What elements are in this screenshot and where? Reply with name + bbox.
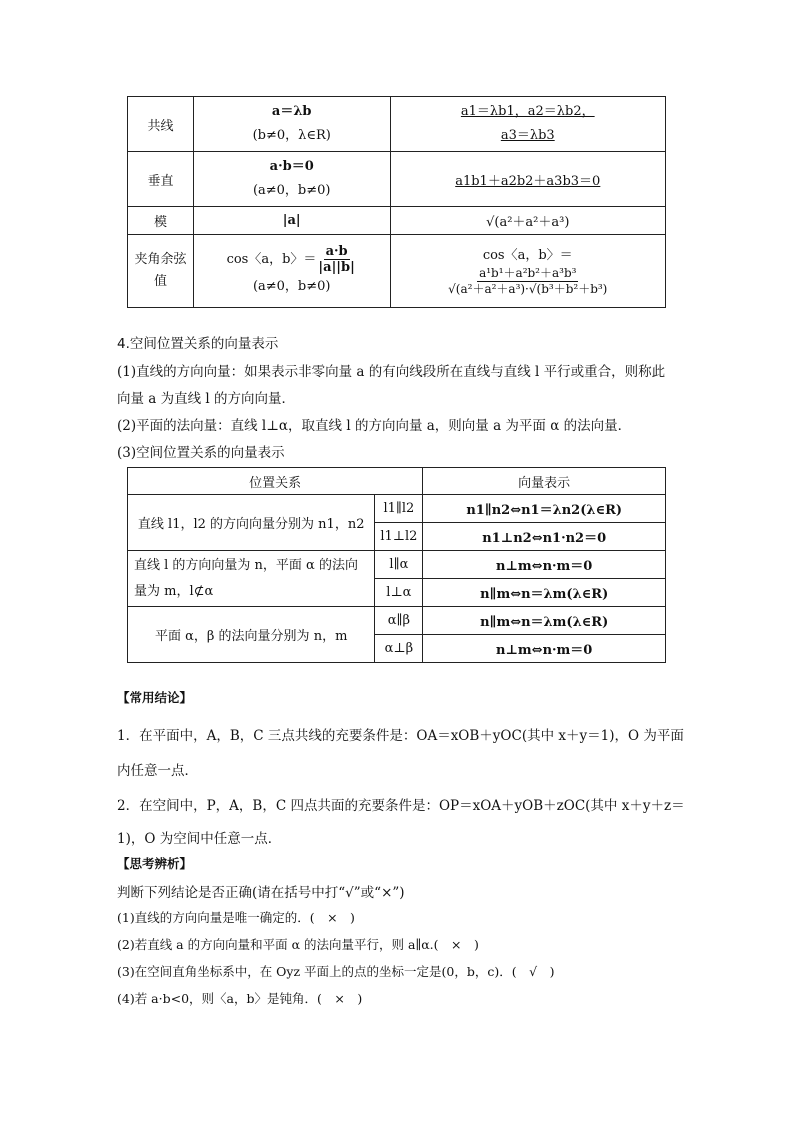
relation-symbol: l⊥α (375, 579, 423, 607)
paragraph: 1)，O 为空间中任意一点． (117, 831, 282, 847)
paragraph: (1)直线的方向向量：如果表示非零向量 a 的有向线段所在直线与直线 l 平行或重合，则称此 (117, 364, 666, 380)
denominator: √(a²＋a²＋a³)·√(b³＋b²＋b³) (448, 281, 608, 296)
coord-formula: a1b1＋a2b2＋a3b3＝0 (455, 173, 601, 189)
paragraph: 内任意一点． (117, 763, 198, 779)
paragraph: 1．在平面中，A，B，C 三点共线的充要条件是：OA＝xOB＋yOC(其中 x＋y＝1)，O 为平面 (117, 728, 684, 744)
table-row (128, 551, 666, 579)
table-row (128, 152, 666, 207)
vector-expr: n1∥n2⇔n1＝λn2(λ∈R) (423, 495, 666, 523)
formula-cell (193, 97, 390, 152)
question-item: (3)在空间直角坐标系中，在 Oyz 平面上的点的坐标一定是(0，b，c)．( √ ) (117, 964, 555, 979)
column-header: 位置关系 (128, 468, 423, 495)
formula-text: a·b＝0 (269, 159, 314, 174)
coord-cell (390, 97, 665, 152)
formula-cell: |a| (193, 207, 390, 235)
formula-table (127, 96, 666, 308)
relation-symbol: l1⊥l2 (375, 523, 423, 551)
formula-prefix: cos〈a，b〉＝ (482, 247, 573, 263)
relation-desc (128, 551, 375, 607)
section-title: 4.空间位置关系的向量表示 (117, 336, 279, 352)
paragraph: 2．在空间中，P，A，B，C 四点共面的充要条件是：OP＝xOA＋yOB＋zOC(其中 x＋y＋z＝ (117, 798, 685, 814)
vector-expr: n∥m⇔n＝λm(λ∈R) (423, 579, 666, 607)
table-row (128, 235, 666, 308)
numerator: a·b (325, 243, 348, 259)
row-label (128, 235, 194, 308)
relation-symbol: α∥β (375, 607, 423, 635)
condition-text: (a≠0，b≠0) (252, 278, 331, 294)
formula-prefix: cos〈a，b〉＝ (226, 251, 317, 267)
paragraph: (3)空间位置关系的向量表示 (117, 445, 285, 461)
fraction (316, 244, 356, 275)
table-row (128, 97, 666, 152)
formula-cell (193, 235, 390, 308)
formula-cell (193, 152, 390, 207)
coord-cell: √(a²＋a²＋a³) (390, 207, 665, 235)
coord-formula: a1＝λb1，a2＝λb2， (460, 104, 595, 119)
fraction (446, 266, 609, 297)
vector-expr: n⊥m⇔n·m＝0 (423, 635, 666, 663)
question-item: (4)若 a·b<0，则〈a，b〉是钝角．( × ) (117, 991, 363, 1006)
section-heading: 【常用结论】 (117, 690, 193, 705)
coord-cell (390, 235, 665, 308)
condition-text: (b≠0，λ∈R) (252, 128, 331, 143)
vector-expr: n⊥m⇔n·m＝0 (423, 551, 666, 579)
condition-text: (a≠0，b≠0) (252, 183, 331, 198)
table-row (128, 607, 666, 635)
row-label: 垂直 (128, 152, 194, 207)
relation-desc-text: 直线 l 的方向向量为 n，平面 α 的法向量为 m，l⊄α (134, 557, 358, 599)
row-label: 共线 (128, 97, 194, 152)
table-row (128, 495, 666, 523)
relation-symbol: α⊥β (375, 635, 423, 663)
formula-text: a＝λb (271, 104, 312, 119)
table-row (128, 207, 666, 235)
position-relation-table (127, 467, 666, 663)
paragraph: (2)平面的法向量：直线 l⊥α，取直线 l 的方向向量 a，则向量 a 为平面 α 的法向量． (117, 418, 632, 434)
coord-cell (390, 152, 665, 207)
paragraph: 判断下列结论是否正确(请在括号中打“√”或“×”) (117, 885, 405, 901)
question-item: (1)直线的方向向量是唯一确定的．( × ) (117, 910, 355, 925)
question-item: (2)若直线 a 的方向向量和平面 α 的法向量平行，则 a∥α.( × ) (117, 937, 479, 952)
relation-desc: 平面 α，β 的法向量分别为 n，m (128, 607, 375, 663)
vector-expr: n∥m⇔n＝λm(λ∈R) (423, 607, 666, 635)
paragraph: 向量 a 为直线 l 的方向向量． (117, 391, 296, 407)
section-heading: 【思考辨析】 (117, 856, 193, 871)
relation-symbol: l∥α (375, 551, 423, 579)
table-header-row (128, 468, 666, 495)
row-label-text: 夹角余弦值 (134, 252, 187, 289)
row-label: 模 (128, 207, 194, 235)
vector-expr: n1⊥n2⇔n1·n2＝0 (423, 523, 666, 551)
relation-desc: 直线 l1，l2 的方向向量分别为 n1，n2 (128, 495, 375, 551)
numerator: a¹b¹＋a²b²＋a³b³ (479, 265, 577, 280)
denominator: |a||b| (318, 259, 355, 275)
relation-symbol: l1∥l2 (375, 495, 423, 523)
coord-formula: a3＝λb3 (500, 128, 555, 143)
column-header: 向量表示 (423, 468, 666, 495)
